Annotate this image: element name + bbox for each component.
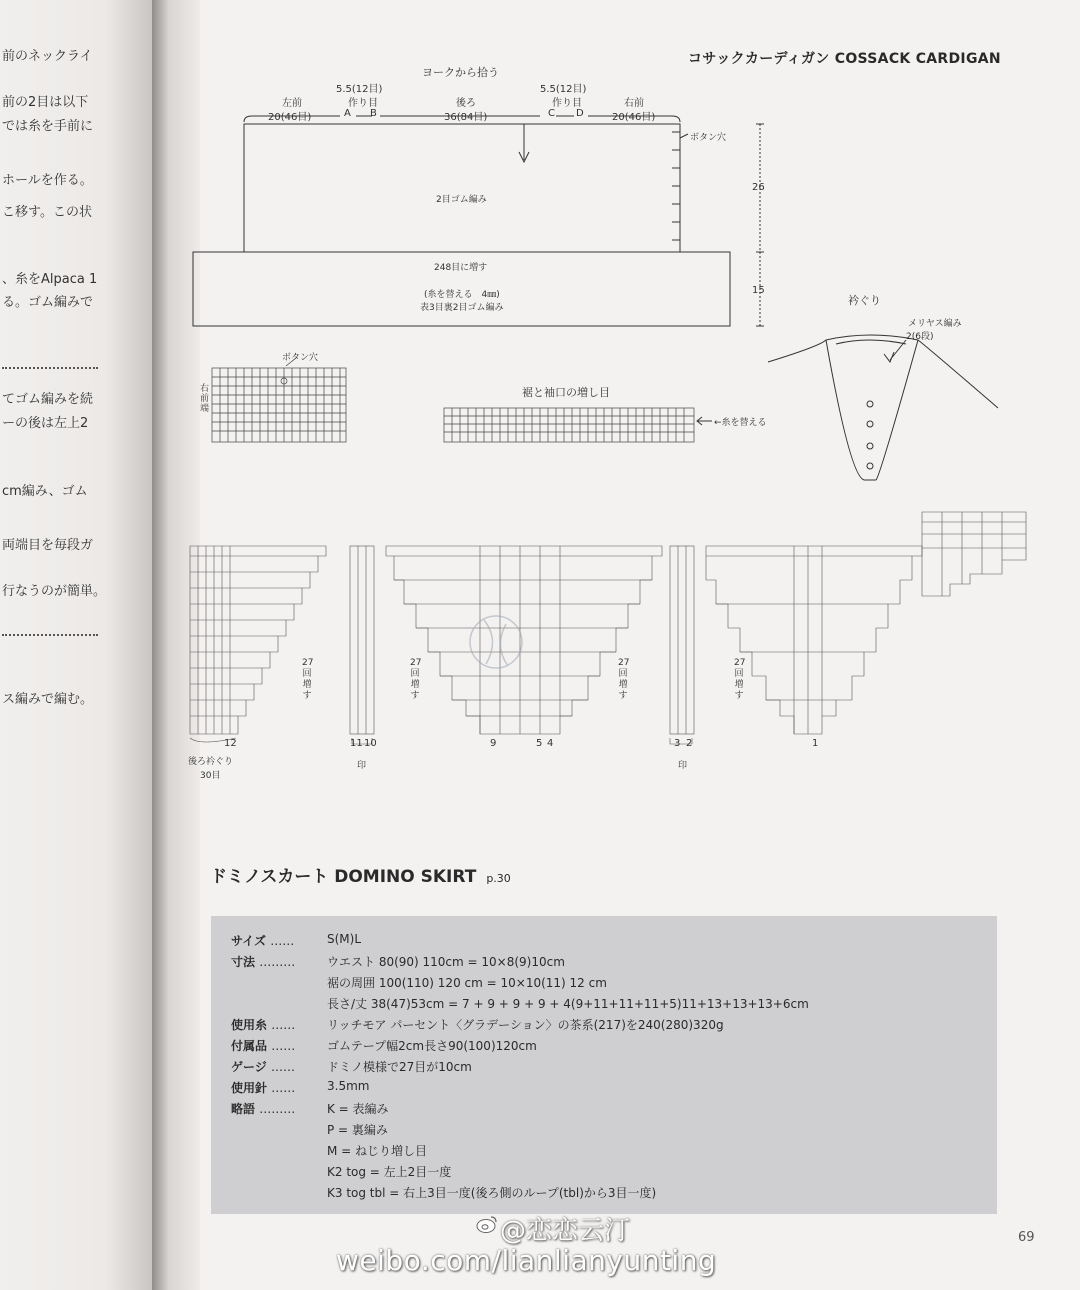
increases-27-d: 27回増す [734, 658, 746, 701]
back-size: 36(84目) [444, 112, 488, 123]
spec-dots: …… [271, 1018, 296, 1032]
spec-label: ゲージ [231, 1060, 267, 1074]
hem-cuff-label: 裾と袖口の増し目 [522, 386, 610, 399]
collar-sketch [768, 335, 998, 480]
left-front-size: 20(46目) [268, 112, 312, 123]
cardigan-title: コサックカーディガン COSSACK CARDIGAN [688, 51, 1001, 67]
spec-dots: …… [270, 1060, 295, 1074]
spec-row-notions [231, 1037, 537, 1054]
spec-value: K3 tog tbl = 右上3目一度(後ろ側のループ(tbl)から3目一度) [327, 1186, 657, 1200]
buttonhole-chart-label: ボタン穴 [282, 353, 319, 363]
spec-row-needles [231, 1079, 369, 1096]
spec-dots: …… [271, 1081, 296, 1095]
right-front-edge-label: 右前端 [200, 384, 210, 414]
spec-value: リッチモア パーセント〈グラデーション〉の茶系(217)を240(280)320g [327, 1018, 724, 1032]
spec-value: 裾の周囲 100(110) 120 cm = 10×10(11) 12 cm [327, 976, 607, 990]
mark-a: A [344, 108, 351, 119]
spec-row-abbrev-cont [327, 1163, 451, 1180]
cast-on-left-count: 5.5(12目) [336, 84, 383, 95]
buttonhole-chart [212, 358, 346, 442]
spec-row-dimensions [231, 953, 565, 970]
spec-value: 3.5mm [327, 1079, 370, 1093]
left-line: では糸を手前に [2, 119, 94, 134]
right-front-label: 右前 [624, 98, 644, 109]
change-yarn-arrow-label: ←糸を替える [714, 418, 767, 428]
spec-value: ドミノ模様で27目が10cm [327, 1060, 472, 1074]
collar-label: 衿ぐり [848, 294, 881, 307]
stockinette-label: メリヤス編み [908, 319, 962, 329]
left-line: 行なうのが簡単。 [2, 584, 107, 599]
spec-value: K2 tog = 左上2目一度 [327, 1165, 452, 1179]
stitch-number-9: 9 [490, 738, 497, 749]
rib-body-panel [244, 124, 680, 252]
spec-dots: …… [270, 934, 295, 948]
left-line: 、糸をAlpaca 1 [2, 272, 98, 287]
skirt-title [210, 862, 511, 887]
mark-b: B [370, 108, 377, 119]
yoke-label: ヨークから拾う [422, 66, 499, 79]
spec-value: K = 表編み [327, 1102, 389, 1116]
increases-27-a: 27回増す [302, 658, 314, 701]
yoke-charts [190, 512, 1026, 744]
left-line: 前の2目は以下 [2, 95, 89, 110]
cast-on-left: 作り目 [348, 98, 378, 109]
increase-label: 248目に増す [434, 263, 488, 273]
hem-cuff-chart [444, 408, 694, 442]
stitch-number-2: 2 [686, 738, 693, 749]
spec-label: 略語 [231, 1102, 256, 1116]
spec-row-gauge [231, 1058, 472, 1075]
spec-row-dimensions-cont [327, 995, 809, 1012]
mark-1: 印 [357, 761, 367, 771]
stitch-number-4: 4 [547, 738, 554, 749]
left-line: ス編みで編む。 [2, 692, 94, 707]
page-number: 69 [1018, 1230, 1035, 1245]
right-front-size: 20(46目) [612, 112, 656, 123]
back-neck-stitches: 30目 [200, 771, 221, 781]
buttonhole-ticks [672, 132, 680, 240]
spec-dots: ……… [259, 1102, 296, 1116]
spec-value: ゴムテープ幅2cm長さ90(100)120cm [327, 1039, 537, 1053]
stitch-number-3: 3 [674, 738, 681, 749]
spec-label: サイズ [231, 934, 267, 948]
mark-d: D [576, 108, 584, 119]
left-line: 前のネックライ [2, 49, 93, 64]
stitch-number-11: 11 [350, 738, 363, 749]
spec-label: 使用糸 [231, 1018, 268, 1032]
spec-row-dimensions-cont [327, 974, 607, 991]
buttonhole-label: ボタン穴 [690, 133, 727, 143]
increases-27-b: 27回増す [410, 658, 422, 701]
back-neck-label: 後ろ衿ぐり [188, 757, 234, 767]
left-line: ホールを作る。 [2, 173, 93, 188]
left-line: てゴム編みを続 [2, 392, 94, 407]
spec-row-size [231, 932, 361, 949]
left-line: 両端目を毎段ガ [2, 538, 94, 553]
stitch-number-10: 10 [364, 738, 377, 749]
left-front-label: 左前 [282, 98, 302, 109]
spec-value: P = 裏編み [327, 1123, 388, 1137]
spec-value: 長さ/丈 38(47)53cm = 7 + 9 + 9 + 9 + 4(9+11+11+11+5)11+13+13+13+6cm [327, 997, 809, 1011]
rib-label: 2目ゴム編み [436, 195, 487, 205]
spec-value: S(M)L [327, 932, 362, 946]
spec-dots: …… [271, 1039, 296, 1053]
stitch-number-1: 1 [812, 738, 819, 749]
left-line: cm編み、ゴム [2, 484, 88, 499]
watermark-url: weibo.com/lianlianyunting [336, 1244, 717, 1277]
increases-27-c: 27回増す [618, 658, 630, 701]
rib-3x2-label: 表3目裏2目ゴム編み [420, 303, 504, 313]
skirt-spec-box [211, 916, 997, 1214]
cast-on-right-count: 5.5(12目) [540, 84, 587, 95]
stitch-number-12: 12 [224, 738, 237, 749]
spec-value: M = ねじり増し目 [327, 1144, 428, 1158]
spec-row-abbrev-cont [327, 1121, 388, 1138]
watermark-handle: @恋恋云汀 [500, 1216, 631, 1246]
mark-c: C [548, 108, 555, 119]
back-label: 後ろ [456, 98, 476, 109]
spec-value: ウエスト 80(90) 110cm = 10×8(9)10cm [327, 955, 565, 969]
spec-row-abbreviations [231, 1100, 389, 1117]
skirt-page-ref: p.30 [486, 872, 511, 885]
change-yarn-label: (糸を替える 4㎜) [424, 290, 500, 300]
left-line: ーの後は左上2 [2, 416, 89, 431]
spec-label: 寸法 [231, 955, 256, 969]
stitch-number-5: 5 [536, 738, 543, 749]
spec-dots: ……… [259, 955, 296, 969]
dimension-26: 26 [752, 182, 765, 193]
stamp-watermark [470, 616, 522, 668]
stockinette-rows: 2(6段) [906, 332, 934, 342]
left-line: る。ゴム編みで [2, 295, 94, 310]
spec-row-abbrev-cont [327, 1184, 656, 1201]
spec-label: 使用針 [231, 1081, 268, 1095]
left-line: こ移す。この状 [2, 205, 92, 220]
dimension-15: 15 [752, 285, 765, 296]
cast-on-right: 作り目 [552, 98, 582, 109]
spec-row-abbrev-cont [327, 1142, 427, 1159]
spec-label: 付属品 [231, 1039, 268, 1053]
spec-row-yarn [231, 1016, 724, 1033]
skirt-title-text: ドミノスカート DOMINO SKIRT [210, 867, 477, 887]
mark-2: 印 [678, 761, 688, 771]
weibo-icon [476, 1214, 498, 1234]
